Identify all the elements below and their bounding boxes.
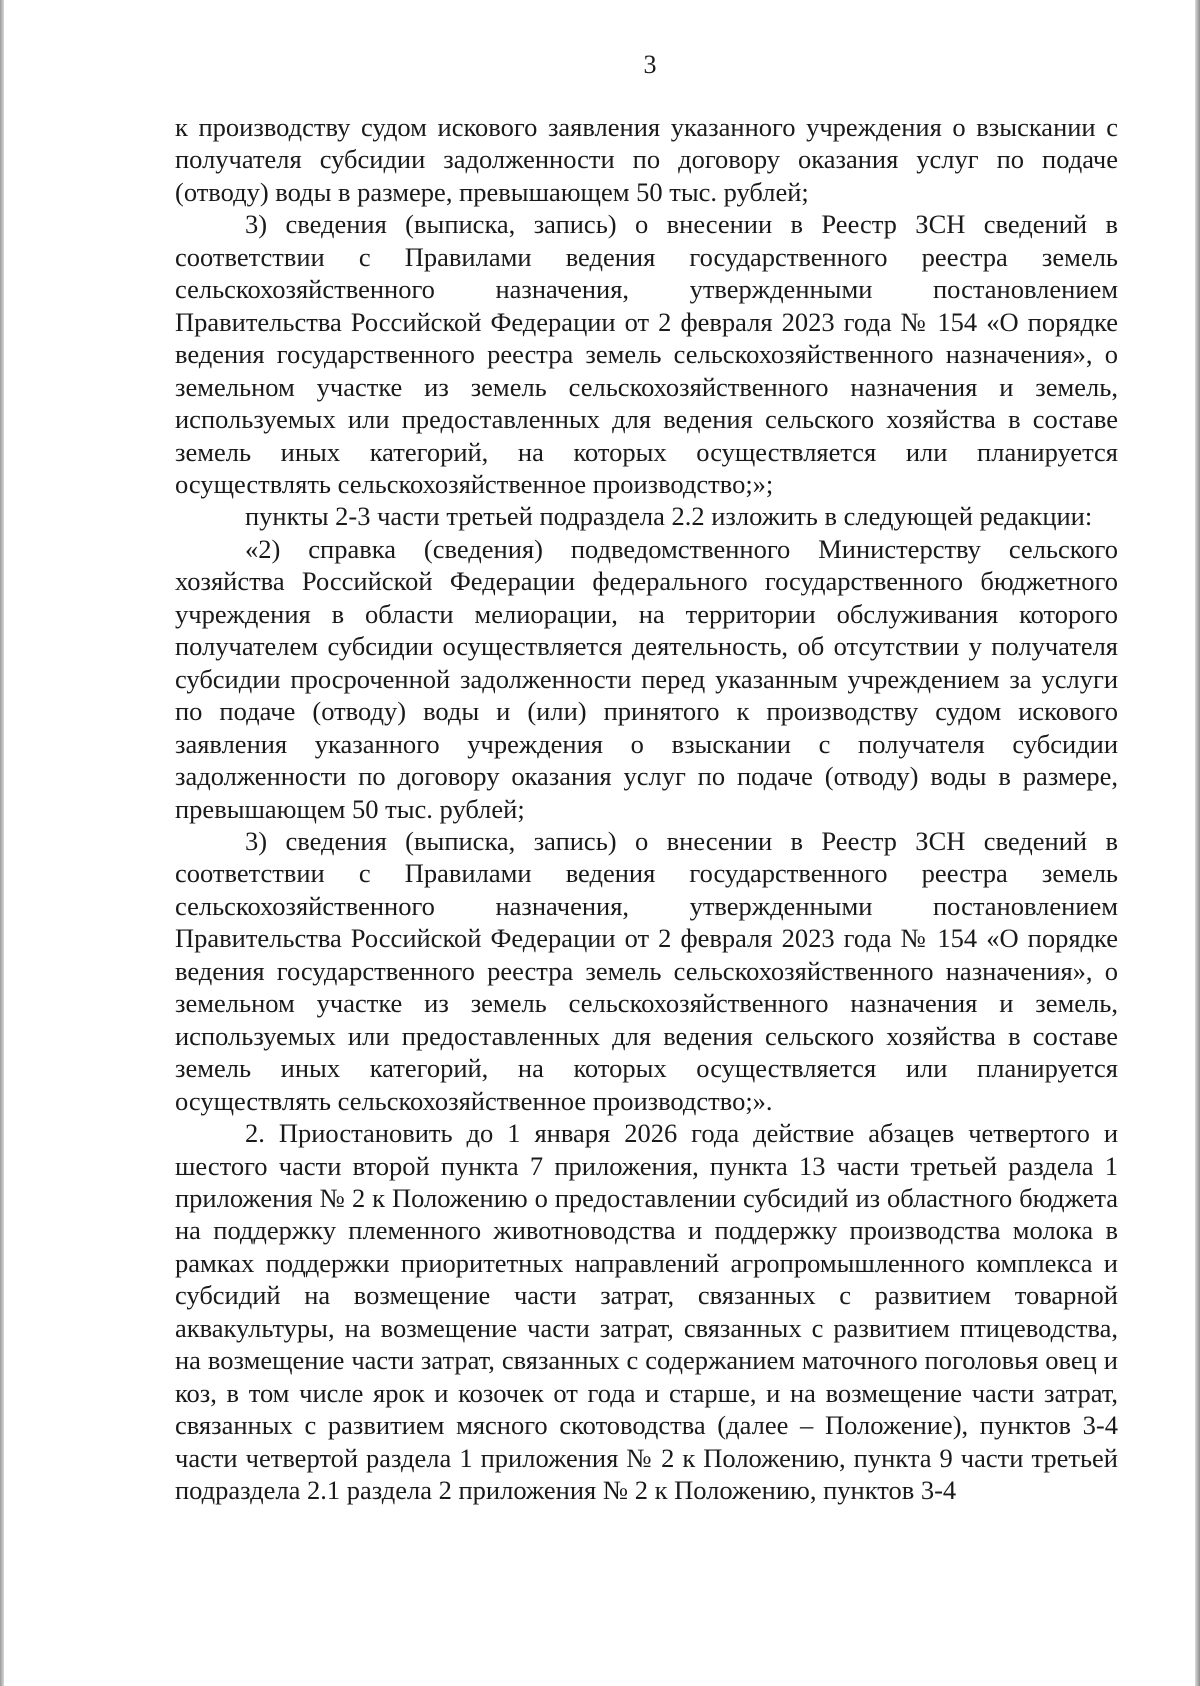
paragraph: «2) справка (сведения) подведомственного Министерству сельского хозяйства Российской Федерации федерального государственного бюджетного учреждения в области мелиорации, на территории обслуживания которого получателем субсидии осуществляется деятельность, об отсутствии у получателя субсидии просроченной задолженности перед указанным учреждением за услуги по подаче (отводу) воды и (или) принятого к производству судом искового заявления указанного учреждения о взыскании с получателя субсидии задолженности по договору оказания услуг по подаче (отводу) воды в размере, превышающем 50 тыс. рублей; xyxy=(175,533,1118,824)
paragraph: пункты 2-3 части третьей подраздела 2.2 изложить в следующей редакции: xyxy=(245,501,1093,532)
paragraph: 2. Приостановить до 1 января 2026 года действие абзацев четвертого и шестого части второй пункта 7 приложения, пункта 13 части третьей раздела 1 приложения № 2 к Положению о предоставлении субсидий из областного бюджета на поддержку племенного животноводства и поддержку производства молока в рамках поддержки приоритетных направлений агропромышленного комплекса и субсидий на возмещение части затрат, связанных с развитием товарной аквакультуры, на возмещение части затрат, связанных с развитием птицеводства, на возмещение части затрат, связанных с содержанием маточного поголовья овец и коз, в том числе ярок и козочек от года и старше, и на возмещение части затрат, связанных с развитием мясного скотоводства (далее – Положение), пунктов 3-4 части четвертой раздела 1 приложения № 2 к Положению, пункта 9 части третьей подраздела 2.1 раздела 2 приложения № 2 к Положению, пунктов 3-4 xyxy=(175,1118,1118,1506)
scan-edge-right xyxy=(1195,0,1200,1686)
paragraph: 3) сведения (выписка, запись) о внесении в Реестр ЗСН сведений в соответствии с Правилами ведения государственного реестра земель сельскохозяйственного назначения, утвержденными постановлением Правительства Российской Федерации от 2 февраля 2023 года № 154 «О порядке ведения государственного реестра земель сельскохозяйственного назначения», о земельном участке из земель сельскохозяйственного назначения и земель, используемых или предоставленных для ведения сельского хозяйства в составе земель иных категорий, на которых осуществляется или планируется осуществлять сельскохозяйственное производство;». xyxy=(175,825,1118,1116)
paragraph: к производству судом искового заявления указанного учреждения о взыскании с получателя субсидии задолженности по договору оказания услуг по подаче (отводу) воды в размере, превышающем 50 тыс. рублей; xyxy=(175,112,1118,207)
paragraph: 3) сведения (выписка, запись) о внесении в Реестр ЗСН сведений в соответствии с Правилами ведения государственного реестра земель сельскохозяйственного назначения, утвержденными постановлением Правительства Российской Федерации от 2 февраля 2023 года № 154 «О порядке ведения государственного реестра земель сельскохозяйственного назначения», о земельном участке из земель сельскохозяйственного назначения и земель, используемых или предоставленных для ведения сельского хозяйства в составе земель иных категорий, на которых осуществляется или планируется осуществлять сельскохозяйственное производство;»; xyxy=(175,209,1118,499)
scan-edge-left xyxy=(0,0,4,1686)
document-body xyxy=(175,111,1118,1506)
page-number: 3 xyxy=(643,50,657,79)
